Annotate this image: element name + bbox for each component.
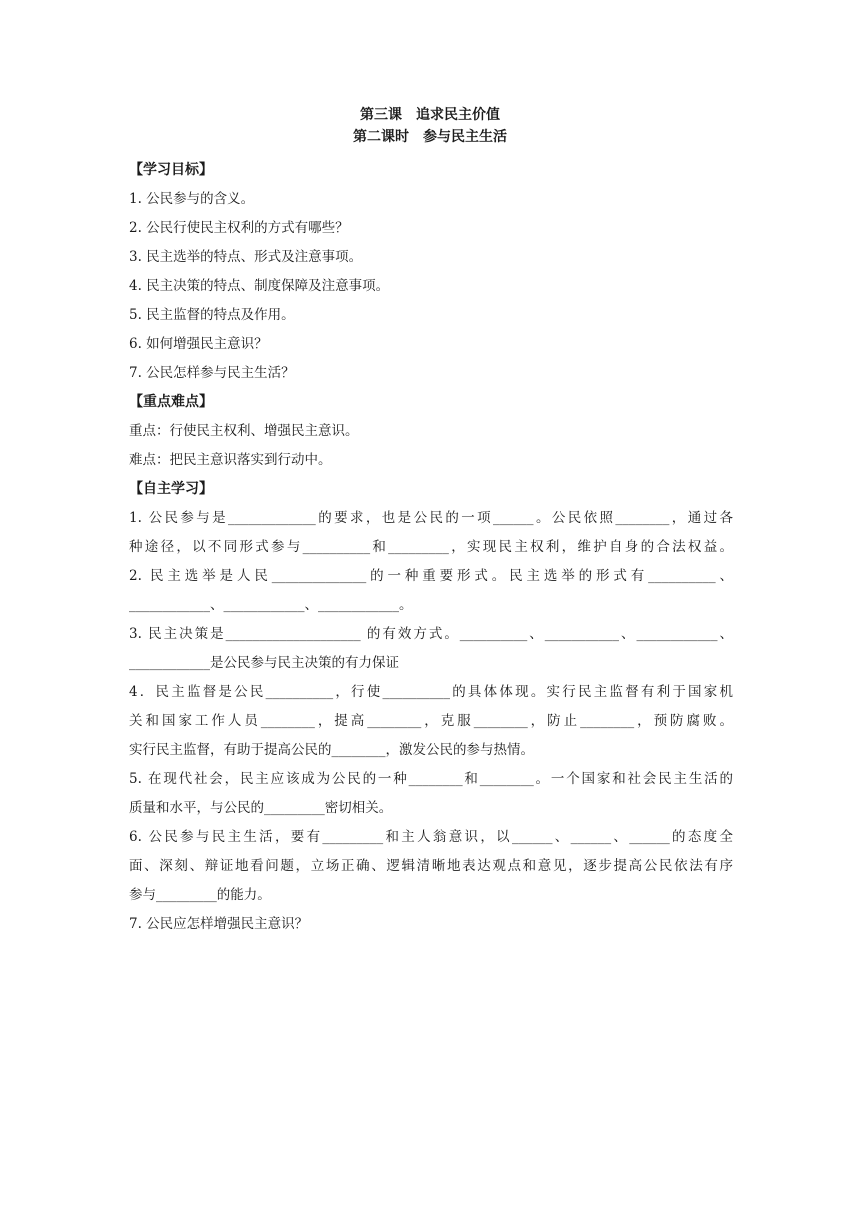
fill-in-line: 5. 在现代社会，民主应该成为公民的一种________和________。一个国家和社会民主生活的 [129,771,733,787]
fill-in-line: 质量和水平，与公民的_________密切相关。 [129,800,393,816]
fill-in-line: 1. 公民参与是_____________的要求，也是公民的一项______。公民依照________，通过各 [129,510,733,526]
question-line: 7. 公民应怎样增强民主意识？ [129,916,309,932]
fill-in-line: 参与_________的能力。 [129,887,271,903]
key-point-text: 重点：行使民主权利、增强民主意识。 [129,423,359,439]
objectives-heading: 【学习目标】 [129,162,213,178]
fill-in-line: 4．民主监督是公民__________，行使__________的具体体现。实行民主监督有利于国家机 [129,684,733,700]
objective-item: 2. 公民行使民主权利的方式有哪些？ [129,220,349,236]
objective-item: 4. 民主决策的特点、制度保障及注意事项。 [129,278,390,294]
fill-in-line: 种途径，以不同形式参与__________和_________，实现民主权利，维护自身的合法权益。 [129,539,733,555]
lesson-subtitle: 第二课时 参与民主生活 [353,129,507,145]
fill-in-line: 2. 民主选举是人民______________的一种重要形式。民主选举的形式有__________、 [129,568,733,584]
objective-item: 3. 民主选举的特点、形式及注意事项。 [129,249,363,265]
title-block [0,104,860,148]
difficult-point-text: 难点：把民主意识落实到行动中。 [129,452,332,468]
fill-in-line: 6. 公民参与民主生活，要有_________和主人翁意识，以______、______、______的态度全 [129,829,733,845]
self-study-heading: 【自主学习】 [129,481,213,497]
objective-item: 6. 如何增强民主意识？ [129,336,268,352]
fill-in-line: 实行民主监督，有助于提高公民的________，激发公民的参与热情。 [129,742,534,758]
objective-item: 7. 公民怎样参与民主生活？ [129,365,295,381]
worksheet-content [129,156,733,939]
fill-in-line: ____________、____________、____________。 [129,597,413,613]
fill-in-line: ____________是公民参与民主决策的有力保证 [129,655,399,671]
key-points-heading: 【重点难点】 [129,394,213,410]
objective-item: 1. 公民参与的含义。 [129,191,255,207]
lesson-title: 第三课 追求民主价值 [360,107,500,123]
objective-item: 5. 民主监督的特点及作用。 [129,307,295,323]
fill-in-line: 面、深刻、辩证地看问题，立场正确、逻辑清晰地表达观点和意见，逐步提高公民依法有序 [129,858,733,874]
fill-in-line: 关和国家工作人员________，提高________，克服________，防止________，预防腐败。 [129,713,733,729]
fill-in-line: 3. 民主决策是____________________ 的有效方式。__________、___________、____________、 [129,626,733,642]
